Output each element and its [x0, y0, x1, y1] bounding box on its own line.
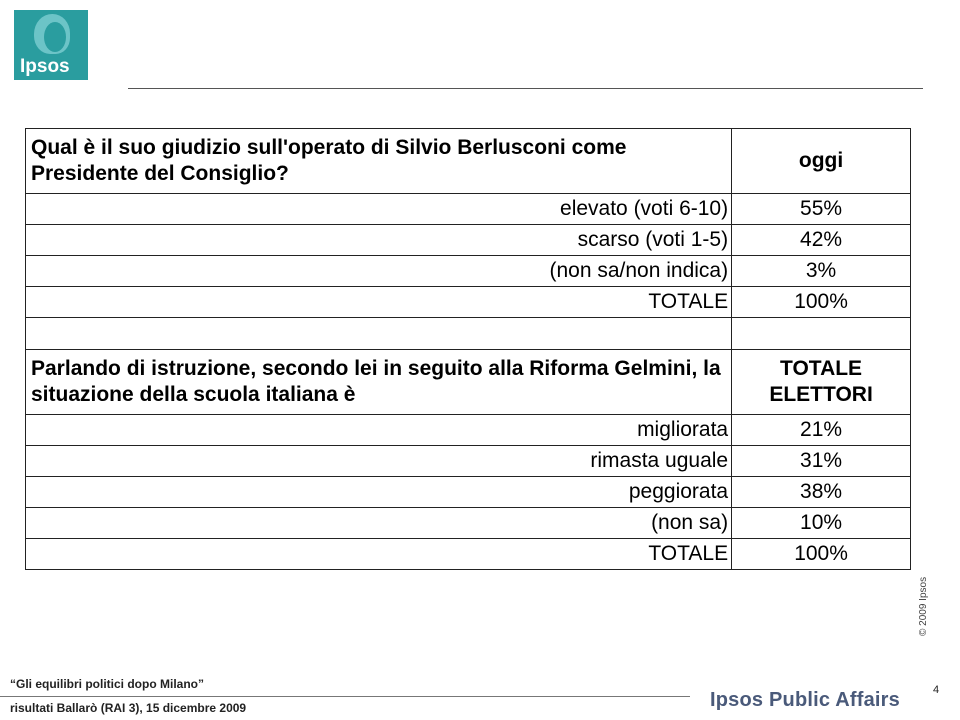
spacer-cell	[26, 318, 732, 350]
row-value: 38%	[732, 477, 911, 508]
spacer-cell	[732, 318, 911, 350]
section1-question: Qual è il suo giudizio sull'operato di Silvio Berlusconi come Presidente del Consiglio?	[26, 129, 732, 194]
spacer-row	[26, 318, 911, 350]
row-value: 3%	[732, 256, 911, 287]
footer-title: “Gli equilibri politici dopo Milano”	[10, 677, 204, 691]
table-row-total	[26, 287, 911, 318]
row-label: elevato (voti 6-10)	[26, 194, 732, 225]
row-value: 100%	[732, 287, 911, 318]
copyright-notice: © 2009 Ipsos	[918, 576, 929, 636]
row-label: TOTALE	[26, 287, 732, 318]
table-row	[26, 446, 911, 477]
section1-column-header: oggi	[732, 129, 911, 194]
row-label: rimasta uguale	[26, 446, 732, 477]
row-label: scarso (voti 1-5)	[26, 225, 732, 256]
section2-header-row	[26, 350, 911, 415]
logo-text: Ipsos	[20, 56, 70, 77]
section2-question: Parlando di istruzione, secondo lei in seguito alla Riforma Gelmini, la situazione della scuola italiana è	[26, 350, 732, 415]
brand-name: Ipsos Public Affairs	[710, 689, 900, 711]
row-value: 10%	[732, 508, 911, 539]
footer-subtitle: risultati Ballarò (RAI 3), 15 dicembre 2009	[10, 701, 247, 715]
table-row	[26, 415, 911, 446]
survey-table	[25, 128, 911, 570]
row-label: (non sa/non indica)	[26, 256, 732, 287]
table-row	[26, 477, 911, 508]
table-row-total	[26, 539, 911, 570]
row-label: (non sa)	[26, 508, 732, 539]
ipsos-logo	[14, 10, 88, 80]
row-label: migliorata	[26, 415, 732, 446]
row-value: 21%	[732, 415, 911, 446]
row-value: 42%	[732, 225, 911, 256]
logo-head-inner-shape	[44, 22, 66, 52]
header-divider	[128, 88, 923, 89]
row-label: peggiorata	[26, 477, 732, 508]
row-value: 31%	[732, 446, 911, 477]
table-row	[26, 225, 911, 256]
table-row	[26, 508, 911, 539]
row-value: 55%	[732, 194, 911, 225]
section2-column-header: TOTALE ELETTORI	[732, 350, 911, 415]
table-row	[26, 194, 911, 225]
row-label: TOTALE	[26, 539, 732, 570]
section1-header-row	[26, 129, 911, 194]
footer-divider	[0, 696, 690, 697]
row-value: 100%	[732, 539, 911, 570]
table-row	[26, 256, 911, 287]
page-number: 4	[933, 684, 940, 696]
